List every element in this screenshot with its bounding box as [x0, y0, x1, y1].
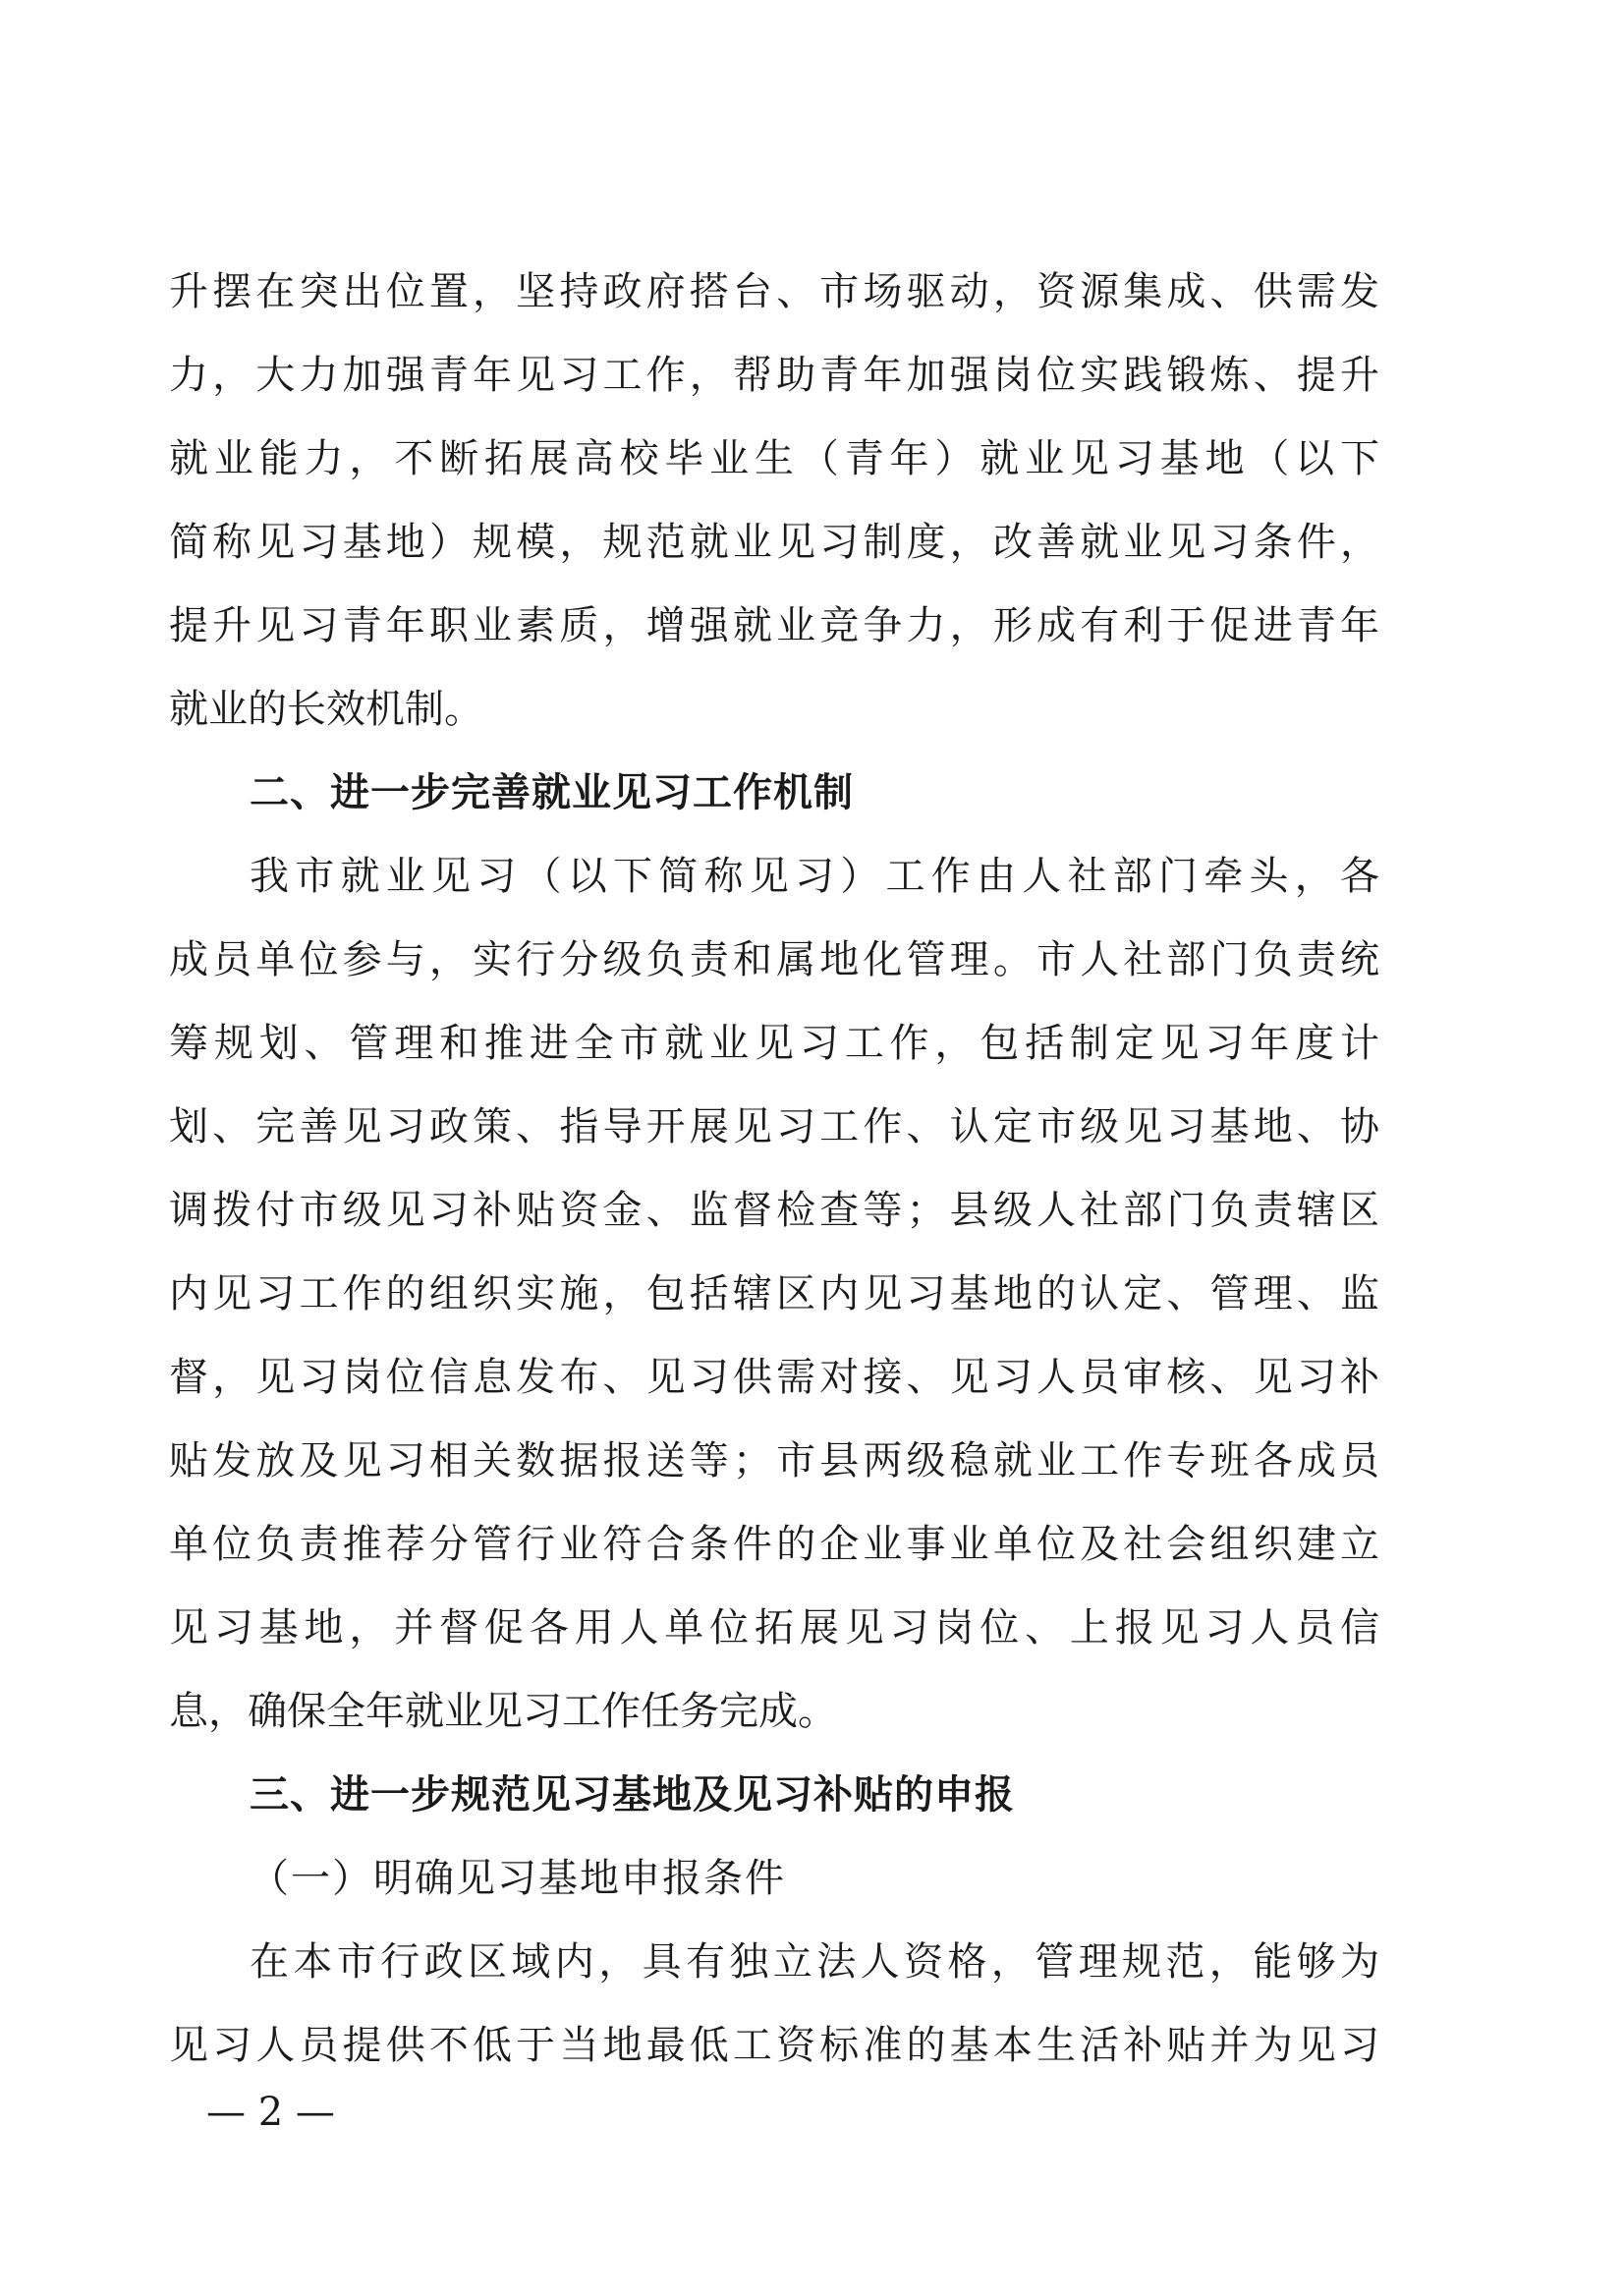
paragraph-line: 单位负责推荐分管行业符合条件的企业事业单位及社会组织建立	[169, 1522, 1379, 1567]
paragraph-line: 贴发放及见习相关数据报送等；市县两级稳就业工作专班各成员	[169, 1438, 1379, 1483]
page-number: — 2 —	[206, 2090, 335, 2135]
section-heading-2: 二、进一步完善就业见习工作机制	[250, 770, 854, 815]
paragraph-line: 见习人员提供不低于当地最低工资标准的基本生活补贴并为见习	[169, 2023, 1379, 2068]
paragraph-line: 息，确保全年就业见习工作任务完成。	[169, 1689, 837, 1734]
paragraph-line: 见习基地，并督促各用人单位拓展见习岗位、上报见习人员信	[169, 1605, 1379, 1651]
paragraph-line: 内见习工作的组织实施，包括辖区内见习基地的认定、管理、监	[169, 1271, 1379, 1316]
paragraph-line: 筹规划、管理和推进全市就业见习工作，包括制定见习年度计	[169, 1021, 1379, 1066]
paragraph-line: 提升见习青年职业素质，增强就业竞争力，形成有利于促进青年	[169, 603, 1379, 648]
section-heading-3: 三、进一步规范见习基地及见习补贴的申报	[250, 1772, 1015, 1818]
paragraph-line: 在本市行政区域内，具有独立法人资格，管理规范，能够为	[250, 1939, 1379, 1985]
paragraph-line: 就业的长效机制。	[169, 687, 483, 732]
paragraph-line: 成员单位参与，实行分级负责和属地化管理。市人社部门负责统	[169, 937, 1379, 982]
paragraph-line: 划、完善见习政策、指导开展见习工作、认定市级见习基地、协	[169, 1104, 1379, 1149]
paragraph-line: 升摆在突出位置，坚持政府搭台、市场驱动，资源集成、供需发	[169, 269, 1379, 314]
paragraph-line: 就业能力，不断拓展高校毕业生（青年）就业见习基地（以下	[169, 436, 1379, 481]
paragraph-line: 简称见习基地）规模，规范就业见习制度，改善就业见习条件，	[169, 520, 1379, 565]
paragraph-line: 调拨付市级见习补贴资金、监督检查等；县级人社部门负责辖区	[169, 1188, 1379, 1233]
paragraph-line: 督，见习岗位信息发布、见习供需对接、见习人员审核、见习补	[169, 1355, 1379, 1400]
paragraph-line: 力，大力加强青年见习工作，帮助青年加强岗位实践锻炼、提升	[169, 353, 1379, 398]
subsection-heading-1: （一）明确见习基地申报条件	[250, 1856, 786, 1901]
paragraph-line: 我市就业见习（以下简称见习）工作由人社部门牵头，各	[250, 854, 1379, 899]
